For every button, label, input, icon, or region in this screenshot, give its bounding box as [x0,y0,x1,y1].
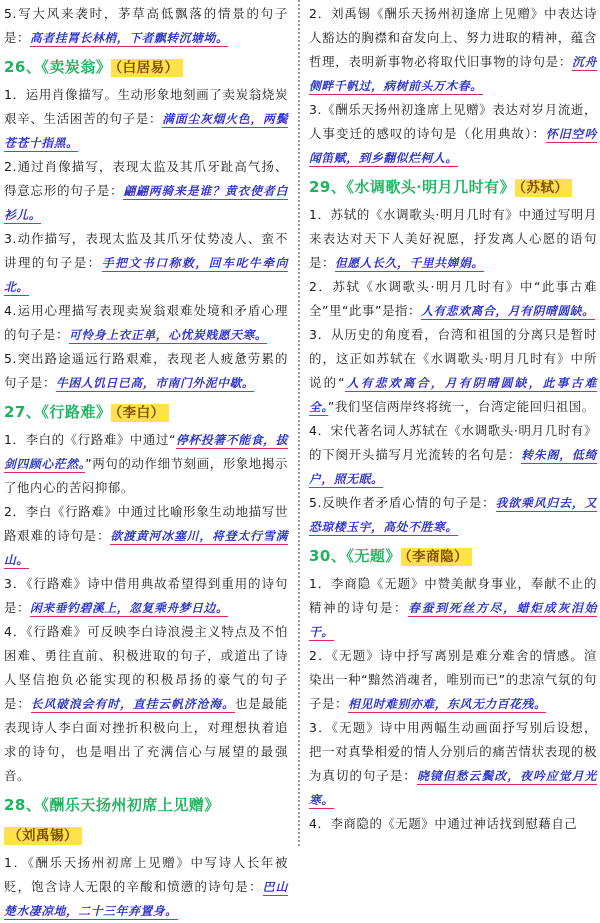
answer-text: 相见时难别亦难，东风无力百花残。 [347,697,547,711]
item-30-1: 1．李商隐《无题》中赞美献身事业，奉献不止的精神的诗句是：春蚕到死丝方尽，蜡炬成灰泪始干。 [309,576,598,639]
item-27-2: 2．李白《行路难》中通过比喻形象生动地描写世路艰难的诗句是：欲渡黄河冰塞川，将登太行雪满山。 [4,504,288,567]
author-badge: （李白） [111,404,168,422]
item-27-3: 3．《行路难》诗中借用典故希望得到重用的诗句是：闲来垂钓碧溪上，忽复乘舟梦日边。 [4,576,288,615]
item-28-1: 1．《酬乐天扬州初席上见赠》中写诗人长年被贬，饱含诗人无限的辛酸和愤懑的诗句是：巴山楚水凄凉地，二十三年弃置身。 [4,855,288,918]
item-28-3: 3.《酬乐天扬州初逢席上见赠》表达对岁月流逝，人事变迁的感叹的诗句是（化用典故）：怀旧空吟闻笛赋，到乡翻似烂柯人。 [309,102,597,165]
right-column [305,2,597,846]
item-30-2: 2．《无题》诗中抒写离别是难分难舍的情感。渲染出一种“黯然消魂者，唯别而已”的悲凉气氛的句子是：相见时难别亦难，东风无力百花残。 [309,648,597,711]
answer-text: 欲渡黄河冰塞川，将登太行雪满山。 [4,529,288,567]
section-heading-28: 28、《酬乐天扬州初席上见赠》（刘禹锡） [4,796,220,844]
item-30-4: 4．李商隐的《无题》中通过神话找到慰藉自己 [309,816,578,831]
answer-text: 翩翩两骑来是谁？黄衣使者白衫儿。 [4,184,288,222]
item-30-3: 3．《无题》诗中用两幅生动画面抒写别后设想，把一对真挚相爱的情人分别后的痛苦情状表现的极为真切的句子是：晓镜但愁云鬓改，夜吟应觉月光寒。 [309,720,597,807]
item-26-3: 3.动作描写，表现太监及其爪牙仗势凌人、蛮不讲理的句子是：手把文书口称敕，回车叱牛牵向北。 [4,231,288,294]
item-28-2: 2．刘禹锡《酬乐天扬州初逢席上见赠》中表达诗人豁达的胸襟和奋发向上、努力进取的精神，蕴含哲理，表明新事物必将取代旧事物的诗句是：沉舟侧畔千帆过，病树前头万木春。 [309,6,598,93]
answer-text: 人有悲欢离合，月有阴晴圆缺。 [421,304,595,318]
column-divider [298,0,300,846]
section-heading-27: 27、《行路难》 （李白） [4,397,288,428]
item-26-5: 5.突出路途遥远行路艰难，表现老人疲惫劳累的句子是：牛困人饥日已高，市南门外泥中歇。 [4,351,288,390]
answer-text: 我欲乘风归去，又恐琼楼玉宇，高处不胜寒。 [309,496,597,534]
author-badge: （李商隐） [401,548,472,566]
item-26-2: 2.通过肖像描写，表现太监及其爪牙趾高气扬、得意忘形的句子是：翩翩两骑来是谁？黄衣使者白衫儿。 [4,159,288,222]
item-29-5: 5.反映作者矛盾心情的句子是：我欲乘风归去，又恐琼楼玉宇，高处不胜寒。 [309,495,597,534]
answer-text: 春蚕到死丝方尽，蜡炬成灰泪始干。 [309,601,598,639]
author-badge: （白居易） [111,59,182,77]
answer-text: 牛困人饥日已高，市南门外泥中歇。 [55,376,255,390]
item-29-4: 4．宋代著名词人苏轼在《水调歌头·明月几时有》的下阕开头描写月光流转的名句是：转朱阁，低绮户，照无眠。 [309,423,597,486]
section-heading-30: 30、《无题》 （李商隐） [309,541,597,572]
item-29-1: 1．苏轼的《水调歌头·明月几时有》中通过写明月来表达对天下人美好祝愿，抒发离人心愿的语句是：但愿人长久，千里共婵娟。 [309,207,597,270]
item-29-2: 2．苏轼《水调歌头·明月几时有》中“此事古难全”里“此事”是指：人有悲欢离合，月有阴晴圆缺。 [309,279,597,318]
answer-text: 怀旧空吟闻笛赋，到乡翻似烂柯人。 [309,127,597,165]
answer-text: 长风破浪会有时，直挂云帆济沧海。 [30,697,235,711]
answer-text: 可怜身上衣正单，心忧炭贱愿天寒。 [68,328,268,342]
answer-text: 但愿人长久，千里共婵娟。 [334,256,484,270]
item-25-5: 5.写大风来袭时，茅草高低飘落的情景的句子是：高者挂罥长林梢，下者飘转沉塘坳。 [4,6,288,45]
answer-text: 满面尘灰烟火色，两鬓苍苍十指黑。 [4,112,288,150]
answer-text: 闲来垂钓碧溪上，忽复乘舟梦日边。 [29,601,229,615]
answer-text: 晓镜但愁云鬓改，夜吟应觉月光寒。 [309,769,597,807]
item-27-4: 4．《行路难》可反映李白诗浪漫主义特点及不怕困难、勇往直前、积极进取的句子，或道出了诗人坚信抱负必能实现的积极昂扬的豪气的句子是：长风破浪会有时，直挂云帆济沧海。也是最能表现诗人李白面对挫折积极向上，对理想执着追求的诗句，也是唱出了充满信心与展望的最强音。 [4,624,288,783]
section-heading-29: 29、《水调歌头·明月几时有》 （苏轼） [309,172,597,203]
item-27-1: 1．李白的《行路难》中通过“停杯投箸不能食，拔剑四顾心茫然。”两句的动作细节刻画，形象地揭示了他内心的苦闷抑郁。 [4,432,288,495]
item-26-1: 1．运用肖像描写。生动形象地刻画了卖炭翁烧炭艰辛、生活困苦的句子是：满面尘灰烟火色，两鬓苍苍十指黑。 [4,87,288,150]
left-column [4,2,294,918]
answer-text: 手把文书口称敕，回车叱牛牵向北。 [4,256,288,294]
author-badge: （苏轼） [515,179,572,197]
item-29-3: 3．从历史的角度看，台湾和祖国的分离只是暂时的，这正如苏轼在《水调歌头·明月几时有》中所说的“人有悲欢离合，月有阴晴圆缺，此事古难全。”我们坚信两岸终将统一，台湾定能回归祖国。 [309,327,597,414]
item-26-4: 4.运用心理描写表现卖炭翁艰难处境和矛盾心理的句子是：可怜身上衣正单，心忧炭贱愿天寒。 [4,303,288,342]
answer-text: 巴山楚水凄凉地，二十三年弃置身。 [4,880,288,918]
section-heading-26: 26、《卖炭翁》 （白居易） [4,52,288,83]
answer-text: 沉舟侧畔千帆过，病树前头万木春。 [309,55,598,93]
answer-text: 停杯投箸不能食，拔剑四顾心茫然。 [4,433,288,471]
answer-text: 高者挂罥长林梢，下者飘转沉塘坳。 [29,31,229,45]
answer-text: 转朱阁，低绮户，照无眠。 [309,448,597,486]
author-badge: （刘禹锡） [4,827,82,845]
answer-text: 人有悲欢离合，月有阴晴圆缺，此事古难全。 [309,376,597,414]
